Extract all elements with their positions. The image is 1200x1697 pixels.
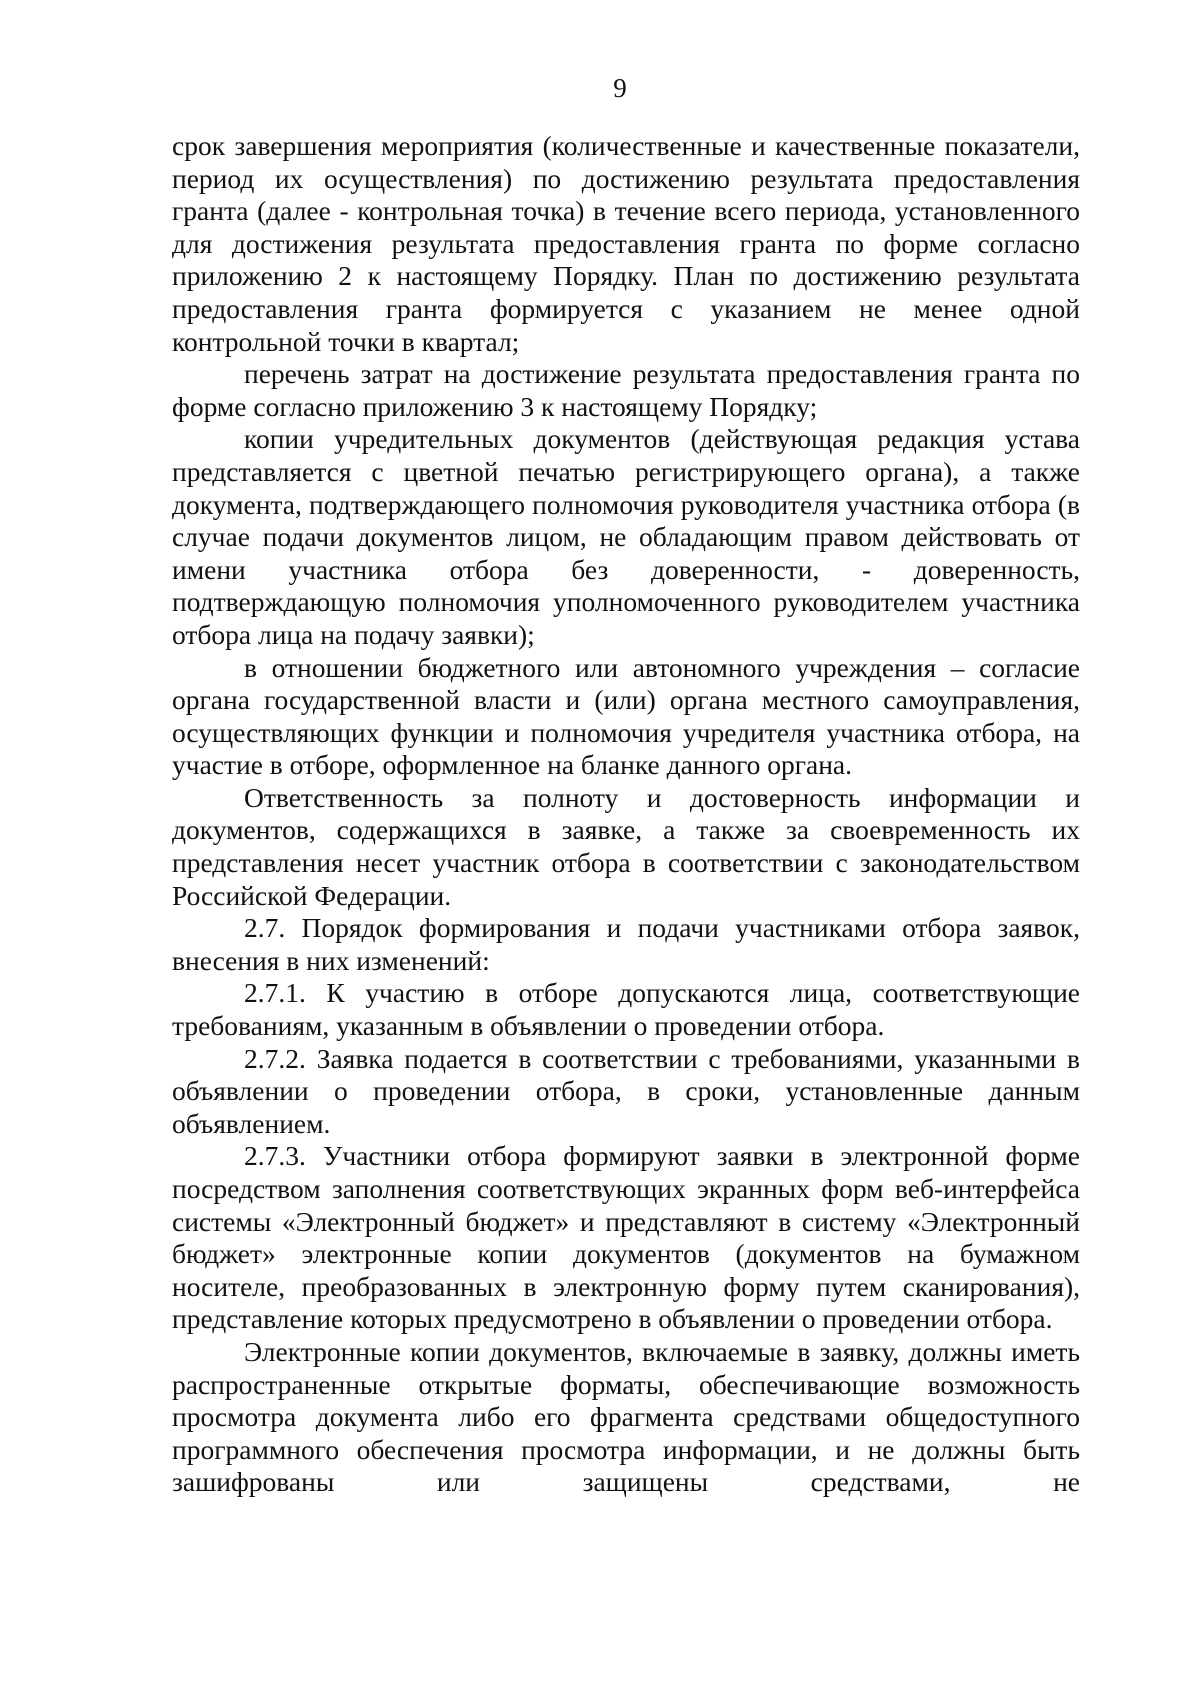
paragraph: копии учредительных документов (действующая редакция устава представляется с цветной печатью регистрирующего органа), а также документа, подтверждающего полномочия руководителя участника отбора (в случае подачи документов лицом, не обладающим правом действовать от имени участника отбора без доверенности, - доверенность, подтверждающую полномочия уполномоченного руководителем участника отбора лица на подачу заявки); (172, 423, 1080, 650)
paragraph: Электронные копии документов, включаемые в заявку, должны иметь распространенные открытые форматы, обеспечивающие возможность просмотра документа либо его фрагмента средствами общедоступного программного обеспечения просмотра информации, и не должны быть зашифрованы или защищены средствами, не (172, 1335, 1080, 1498)
paragraph: 2.7.1. К участию в отборе допускаются лица, соответствующие требованиям, указанным в объявлении о проведении отбора. (172, 977, 1080, 1042)
page-number: 9 (613, 73, 627, 103)
paragraph: Ответственность за полноту и достоверность информации и документов, содержащихся в заявке, а также за своевременность их представления несет участник отбора в соответствии с законодательством Российской Федерации. (172, 781, 1080, 911)
paragraph: перечень затрат на достижение результата предоставления гранта по форме согласно приложению 3 к настоящему Порядку; (172, 358, 1080, 422)
paragraph: в отношении бюджетного или автономного учреждения – согласие органа государственной власти и (или) органа местного самоуправления, осуществляющих функции и полномочия учредителя участника отбора, на участие в отборе, оформленное на бланке данного органа. (172, 651, 1080, 781)
paragraph: срок завершения мероприятия (количественные и качественные показатели, период их осуществления) по достижению результата предоставления гранта (далее - контрольная точка) в течение всего периода, установленного для достижения результата предоставления гранта по форме согласно приложению 2 к настоящему Порядку. План по достижению результата предоставления гранта формируется с указанием не менее одной контрольной точки в квартал; (172, 130, 1080, 357)
paragraph: 2.7. Порядок формирования и подачи участниками отбора заявок, внесения в них изменений: (172, 912, 1080, 976)
document-body (172, 130, 1080, 1499)
paragraph: 2.7.3. Участники отбора формируют заявки в электронной форме посредством заполнения соответствующих экранных форм веб-интерфейса системы «Электронный бюджет» и представляют в систему «Электронный бюджет» электронные копии документов (документов на бумажном носителе, преобразованных в электронную форму путем сканирования), представление которых предусмотрено в объявлении о проведении отбора. (172, 1140, 1080, 1335)
paragraph: 2.7.2. Заявка подается в соответствии с требованиями, указанными в объявлении о проведении отбора, в сроки, установленные данным объявлением. (172, 1042, 1080, 1139)
